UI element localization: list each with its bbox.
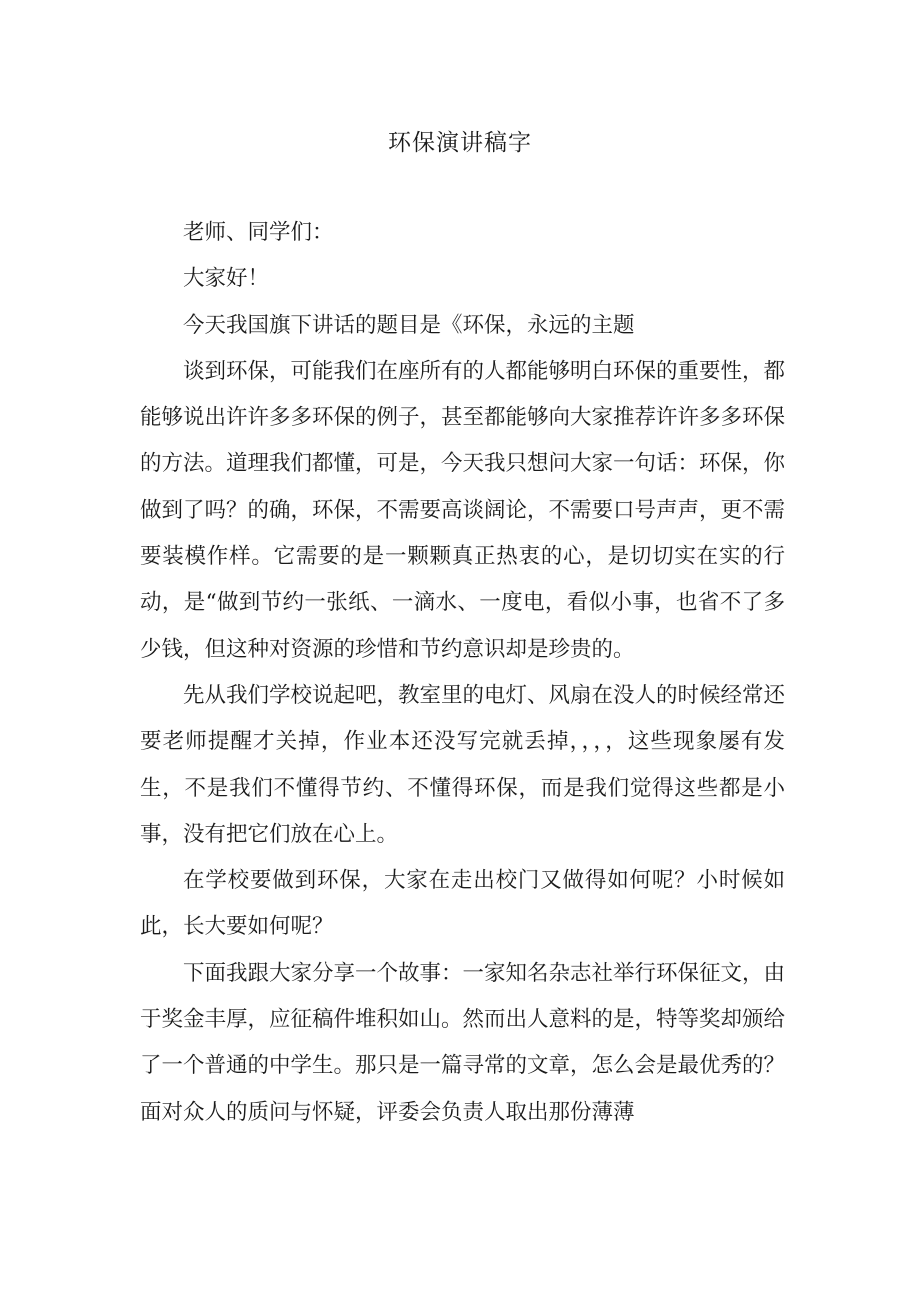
document-body (140, 210, 785, 1136)
document-title: 环保演讲稿字 (388, 130, 532, 156)
paragraph: 下面我跟大家分享一个故事：一家知名杂志社举行环保征文，由于奖金丰厚，应征稿件堆积如山。然而出人意料的是，特等奖却颁给了一个普通的中学生。那只是一篇寻常的文章，怎么会是最优秀的？面对众人的质问与怀疑，评委会负责人取出那份薄薄 (140, 960, 786, 1125)
greeting: 大家好！ (183, 266, 270, 292)
topic-line: 今天我国旗下讲话的题目是《环保，永远的主题 (183, 312, 635, 338)
paragraph: 在学校要做到环保，大家在走出校门又做得如何呢？小时候如此，长大要如何呢？ (140, 868, 785, 940)
paragraph: 先从我们学校说起吧，教室里的电灯、风扇在没人的时候经常还要老师提醒才关掉，作业本还没写完就丢掉，，，，这些现象屡有发生，不是我们不懂得节约、不懂得环保，而是我们觉得这些都是小事，没有把它们放在心上。 (140, 682, 786, 847)
salutation: 老师、同学们： (183, 220, 334, 245)
paragraph: 谈到环保，可能我们在座所有的人都能够明白环保的重要性，都能够说出许许多多环保的例子，甚至都能够向大家推荐许许多多环保的方法。道理我们都懂，可是，今天我只想问大家一句话：环保，你做到了吗？的确，环保，不需要高谈阔论，不需要口号声声，更不需要装模作样。它需要的是一颗颗真正热衷的心，是切切实在实的行动，是“做到节约一张纸、一滴水、一度电，看似小事，也省不了多少钱，但这种对资源的珍惜和节约意识却是珍贵的。 (140, 358, 786, 662)
